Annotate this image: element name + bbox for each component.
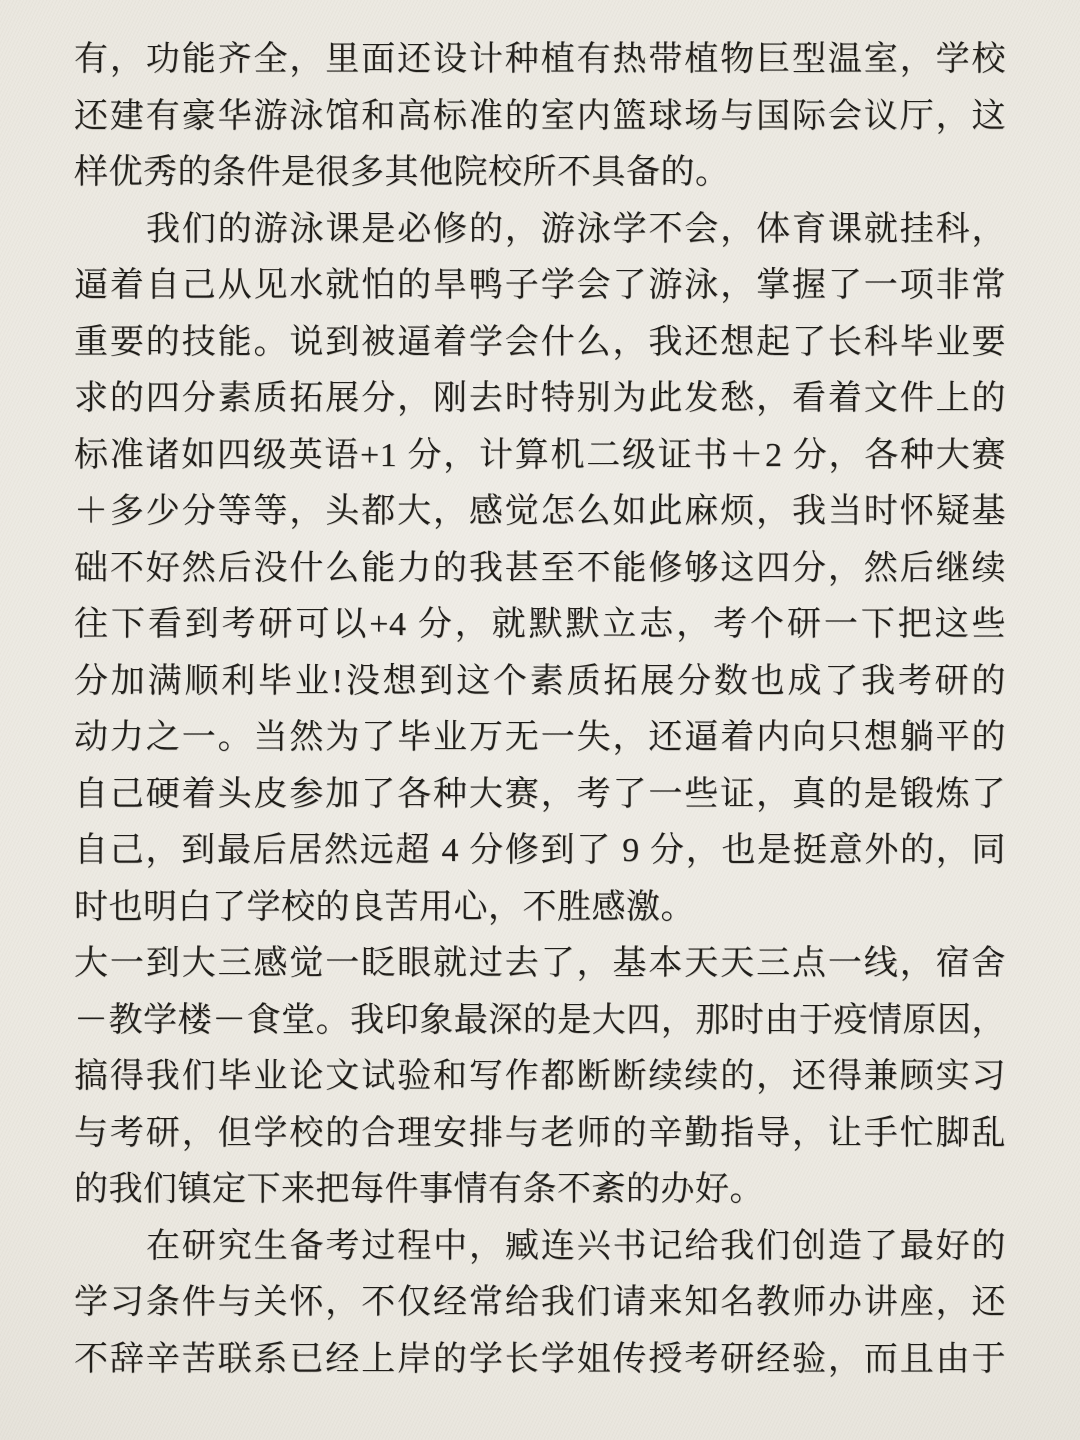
- text-line: 不辞辛苦联系已经上岸的学长学姐传授考研经验，而且由于: [74, 1340, 1006, 1378]
- text-line: 与考研，但学校的合理安排与老师的辛勤指导，让手忙脚乱: [74, 1114, 1006, 1152]
- text-line: 分加满顺利毕业!没想到这个素质拓展分数也成了我考研的: [74, 662, 1006, 700]
- text-line: 动力之一。当然为了毕业万无一失，还逼着内向只想躺平的: [74, 719, 1006, 756]
- text-line: 在研究生备考过程中，臧连兴书记给我们创造了最好的: [146, 1227, 1006, 1265]
- text-line: ＋多少分等等，头都大，感觉怎么如此麻烦，我当时怀疑基: [74, 493, 1006, 530]
- text-line: 求的四分素质拓展分，刚去时特别为此发愁，看着文件上的: [74, 380, 1006, 417]
- text-line: 自己，到最后居然远超 4 分修到了 9 分，也是挺意外的，同: [74, 832, 1006, 869]
- text-line: －教学楼－食堂。我印象最深的是大四，那时由于疫情原因，: [74, 1001, 1006, 1039]
- text-line: 大一到大三感觉一眨眼就过去了，基本天天三点一线，宿舍: [74, 945, 1006, 982]
- text-line: 重要的技能。说到被逼着学会什么，我还想起了长科毕业要: [74, 323, 1006, 361]
- text-line: 时也明白了学校的良苦用心，不胜感激。: [74, 888, 695, 926]
- text-line: 有，功能齐全，里面还设计种植有热带植物巨型温室，学校: [74, 41, 1006, 78]
- text-line: 自己硬着头皮参加了各种大赛，考了一些证，真的是锻炼了: [74, 775, 1006, 813]
- text-line: 逼着自己从见水就怕的旱鸭子学会了游泳，掌握了一项非常: [74, 267, 1006, 304]
- essay-text-body: [74, 32, 1006, 1388]
- text-line: 的我们镇定下来把每件事情有条不紊的办好。: [74, 1171, 764, 1208]
- text-line: 搞得我们毕业论文试验和写作都断断续续的，还得兼顾实习: [74, 1058, 1006, 1095]
- text-line: 学习条件与关怀，不仅经常给我们请来知名教师办讲座，还: [74, 1284, 1006, 1321]
- text-line: 标准诸如四级英语+1 分，计算机二级证书＋2 分，各种大赛: [74, 436, 1006, 474]
- text-line: 往下看到考研可以+4 分，就默默立志，考个研一下把这些: [74, 606, 1006, 643]
- text-line: 我们的游泳课是必修的，游泳学不会，体育课就挂科，: [146, 210, 1006, 248]
- text-line: 样优秀的条件是很多其他院校所不具备的。: [74, 154, 730, 191]
- text-line: 础不好然后没什么能力的我甚至不能修够这四分，然后继续: [74, 549, 1006, 587]
- text-line: 还建有豪华游泳馆和高标准的室内篮球场与国际会议厅，这: [74, 97, 1006, 135]
